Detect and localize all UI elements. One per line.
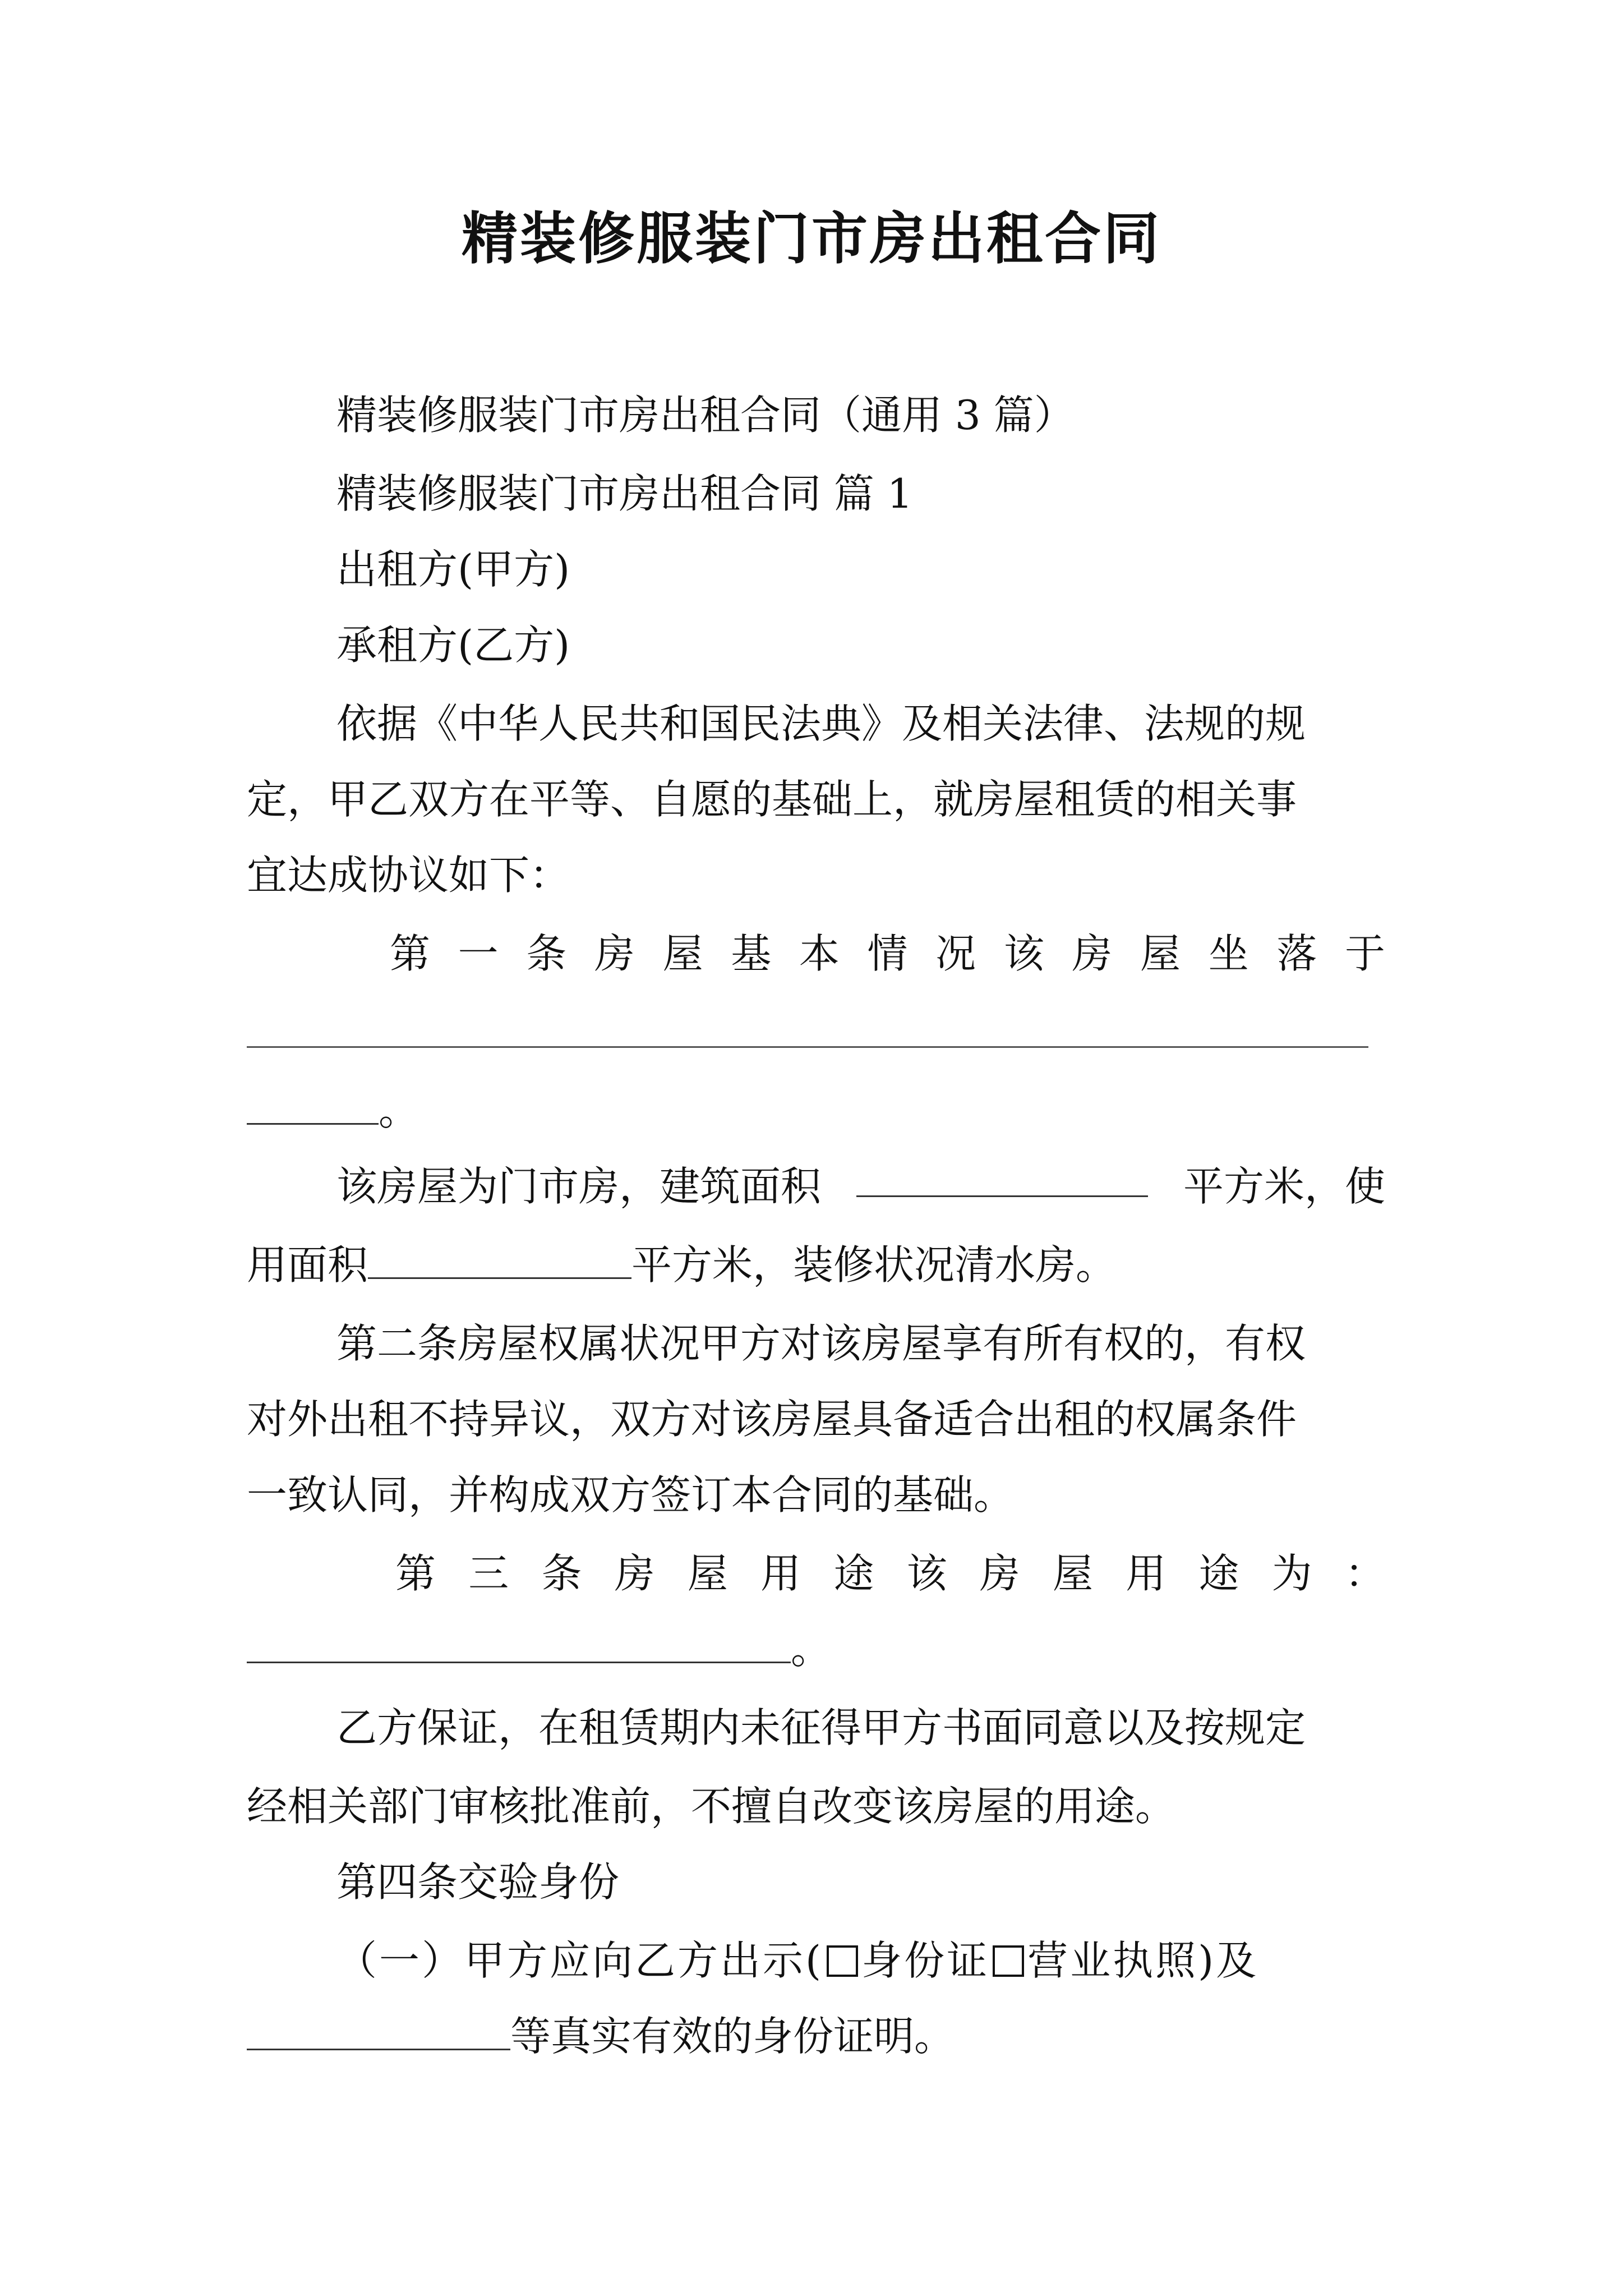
id-prompt-tail: 等真实有效的身份证明。 bbox=[510, 2013, 955, 2060]
address-blank-line bbox=[247, 1046, 1368, 1048]
article-1-heading-char: 屋 bbox=[662, 930, 703, 977]
intro-line-3: 宜达成协议如下： bbox=[247, 852, 570, 899]
lessee-label: 承租方(乙方) bbox=[336, 622, 570, 669]
id-prompt-suffix: )及 bbox=[1198, 1937, 1259, 1984]
article-3-heading-char: 房 bbox=[979, 1550, 1020, 1597]
usable-area-unit: 平方米，装修状况清水房。 bbox=[631, 1241, 1117, 1289]
article-1-heading-char: 屋 bbox=[1140, 930, 1181, 977]
id-prompt-prefix: （一）甲方应向乙方出示( bbox=[336, 1937, 824, 1984]
article-1-heading-char: 基 bbox=[731, 930, 772, 977]
id-card-option: 身份证 bbox=[861, 1937, 990, 1984]
business-license-option: 营业执照 bbox=[1027, 1937, 1198, 1984]
address-blank-period: 。 bbox=[379, 1087, 419, 1134]
other-id-blank bbox=[247, 2012, 510, 2050]
usage-blank bbox=[247, 1625, 791, 1663]
article-3-heading-char: 为 bbox=[1271, 1550, 1312, 1597]
article-1-heading-char: 落 bbox=[1276, 930, 1317, 977]
document-title: 精装修服装门市房出租合同 bbox=[462, 205, 1161, 272]
article-1-heading-char: 本 bbox=[799, 930, 840, 977]
article-3-heading-char: 条 bbox=[541, 1550, 582, 1597]
article-1-heading bbox=[390, 926, 1385, 982]
article-1-heading-char: 况 bbox=[935, 930, 976, 977]
building-area-label: 该房屋为门市房，建筑面积 bbox=[336, 1163, 822, 1210]
article-4-heading: 第四条交验身份 bbox=[336, 1858, 620, 1906]
business-license-checkbox[interactable] bbox=[993, 1945, 1024, 1977]
article-3-heading-char: ： bbox=[1344, 1550, 1385, 1597]
area-line-1 bbox=[336, 1158, 1385, 1214]
article-3-heading-char: 第 bbox=[395, 1550, 436, 1597]
id-card-checkbox[interactable] bbox=[827, 1945, 858, 1977]
article-1-heading-char: 坐 bbox=[1208, 930, 1249, 977]
intro-line-2: 定，甲乙双方在平等、自愿的基础上，就房屋租赁的相关事 bbox=[247, 776, 1297, 823]
article-4-item-1-line-1 bbox=[336, 1932, 1385, 1989]
lessor-label: 出租方(甲方) bbox=[336, 546, 570, 593]
article-2-line-1: 第二条房屋权属状况甲方对该房屋享有所有权的，有权 bbox=[336, 1320, 1306, 1367]
article-3-body-line-1: 乙方保证，在租赁期内未征得甲方书面同意以及按规定 bbox=[336, 1704, 1306, 1751]
usable-area-blank bbox=[368, 1240, 631, 1279]
article-1-heading-char: 于 bbox=[1344, 930, 1385, 977]
document-subtitle: 精装修服装门市房出租合同（通用 3 篇） bbox=[336, 392, 1075, 439]
usage-blank-period: 。 bbox=[791, 1626, 832, 1673]
intro-line-1: 依据《中华人民共和国民法典》及相关法律、法规的规 bbox=[336, 700, 1306, 747]
building-area-unit: 平方米，使 bbox=[1183, 1163, 1385, 1210]
article-3-heading-char: 用 bbox=[1126, 1550, 1166, 1597]
article-3-body-line-2: 经相关部门审核批准前，不擅自改变该房屋的用途。 bbox=[247, 1783, 1176, 1830]
article-3-heading-char: 用 bbox=[760, 1550, 801, 1597]
article-3-heading-char: 房 bbox=[614, 1550, 655, 1597]
article-3-heading bbox=[395, 1545, 1385, 1602]
address-blank-continuation bbox=[247, 1086, 379, 1125]
article-1-heading-char: 条 bbox=[526, 930, 567, 977]
article-1-heading-char: 情 bbox=[867, 930, 908, 977]
building-area-blank bbox=[856, 1158, 1148, 1197]
section-heading: 精装修服装门市房出租合同 篇 1 bbox=[336, 470, 913, 517]
usable-area-label: 用面积 bbox=[247, 1241, 368, 1289]
article-1-heading-char: 第 bbox=[390, 930, 431, 977]
article-1-heading-char: 一 bbox=[458, 930, 499, 977]
area-line-2 bbox=[247, 1237, 1385, 1293]
article-3-heading-char: 屋 bbox=[1052, 1550, 1093, 1597]
article-3-heading-char: 途 bbox=[1198, 1550, 1239, 1597]
article-3-heading-char: 该 bbox=[906, 1550, 947, 1597]
article-3-heading-char: 屋 bbox=[687, 1550, 728, 1597]
address-blank-end bbox=[247, 1083, 1385, 1139]
article-4-item-1-line-2 bbox=[247, 2008, 1385, 2064]
article-1-heading-char: 房 bbox=[594, 930, 635, 977]
article-3-heading-char: 三 bbox=[468, 1550, 509, 1597]
article-3-heading-char: 途 bbox=[833, 1550, 874, 1597]
article-1-heading-char: 该 bbox=[1003, 930, 1044, 977]
article-2-line-2: 对外出租不持异议，双方对该房屋具备适合出租的权属条件 bbox=[247, 1396, 1297, 1443]
article-1-heading-char: 房 bbox=[1072, 930, 1113, 977]
article-2-line-3: 一致认同，并构成双方签订本合同的基础。 bbox=[247, 1471, 1015, 1519]
usage-blank-line bbox=[247, 1621, 1385, 1677]
